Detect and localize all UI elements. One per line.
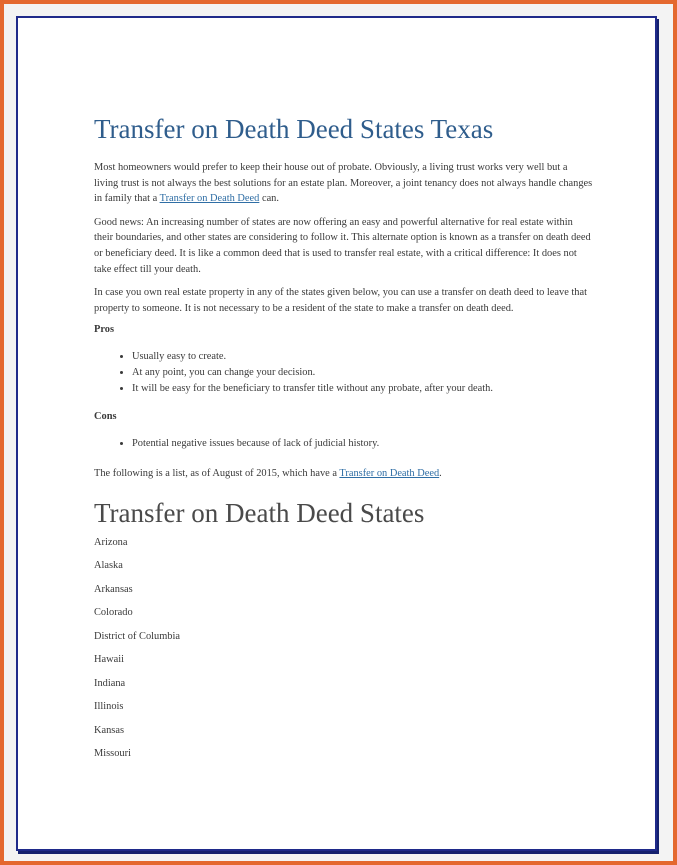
pros-item: • Usually easy to create. — [132, 349, 594, 365]
list-intro-text: The following is a list, as of August of 2015, which have a — [94, 468, 340, 480]
state-item: Colorado — [94, 607, 133, 619]
intro-paragraph — [94, 160, 594, 207]
state-item: Missouri — [94, 748, 131, 760]
pros-item: • It will be easy for the beneficiary to transfer title without any probate, after your death. — [132, 381, 594, 397]
good-news-paragraph: Good news: An increasing number of states are now offering an easy and powerful alternative for real estate within their boundaries, and other states are considering to follow it. This alternate option is known as a transfer on death deed or beneficiary deed. It is like a common deed that is used to transfer real estate, with a critical difference: It does not take effect till your death. — [94, 216, 591, 275]
state-item: District of Columbia — [94, 630, 181, 642]
state-item: Arizona — [94, 536, 128, 548]
list-intro-end: . — [439, 468, 442, 480]
document-page — [16, 16, 657, 851]
document-content — [94, 112, 594, 771]
cons-item: • Potential negative issues because of lack of judicial history. — [132, 436, 594, 452]
page-title: Transfer on Death Deed States Texas — [94, 114, 494, 144]
intro-text-end: can. — [259, 193, 279, 205]
state-item: Illinois — [94, 701, 124, 713]
states-list — [94, 536, 594, 761]
state-item: Hawaii — [94, 654, 125, 666]
tod-deed-link[interactable]: Transfer on Death Deed — [159, 193, 260, 205]
cons-list — [94, 436, 594, 452]
state-item: Indiana — [94, 677, 126, 689]
pros-list — [94, 349, 594, 397]
cons-heading: Cons — [94, 411, 117, 423]
states-paragraph: In case you own real estate property in any of the states given below, you can use a transfer on death deed to leave that property to someone. It is not necessary to be a resident of the state to make a transfer on death deed. — [94, 287, 587, 314]
pros-item: • At any point, you can change your decision. — [132, 365, 594, 381]
tod-deed-link-2[interactable]: Transfer on Death Deed — [339, 468, 440, 480]
state-item: Alaska — [94, 560, 123, 572]
state-item: Arkansas — [94, 583, 133, 595]
states-heading: Transfer on Death Deed States — [94, 497, 425, 528]
list-intro-paragraph — [94, 466, 594, 482]
intro-text: Most homeowners would prefer to keep their house out of probate. Obviously, a living trust works very well but a living trust is not always the best solutions for an estate plan. Moreover, a joint tenancy does not always handle changes in family that a — [94, 162, 593, 205]
pros-heading: Pros — [94, 324, 115, 336]
state-item: Kansas — [94, 724, 125, 736]
